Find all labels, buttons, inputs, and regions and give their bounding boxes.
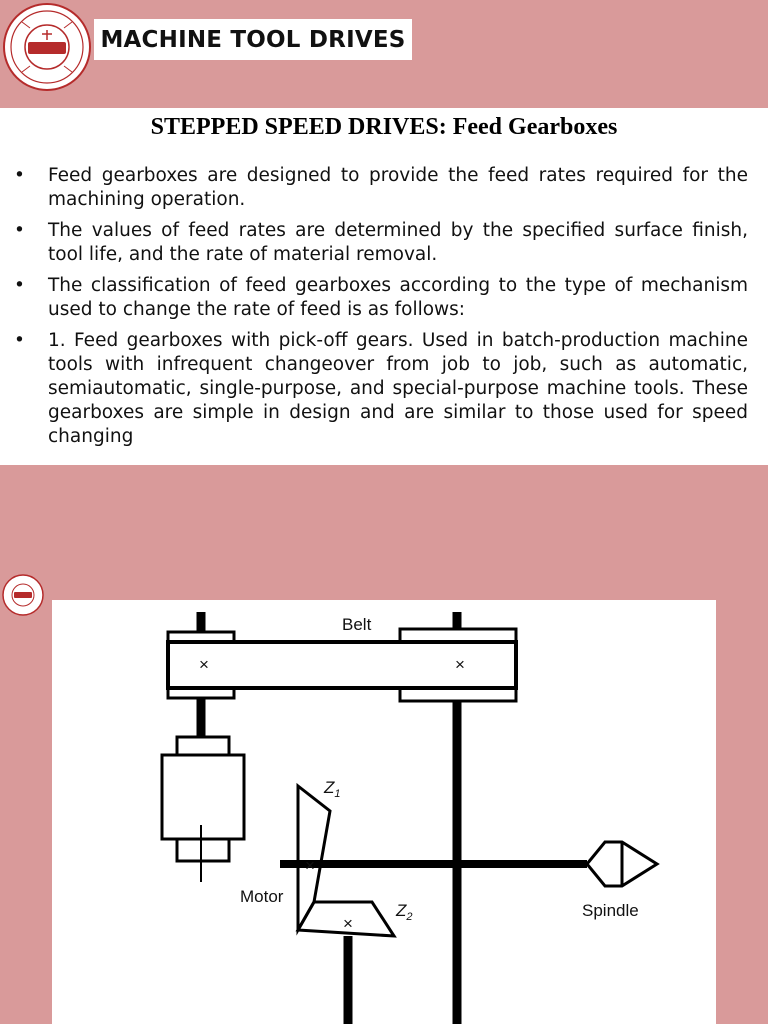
title-banner: [94, 19, 412, 60]
slide-content: [0, 108, 768, 465]
university-seal-icon: [2, 2, 92, 92]
bullet-text: Feed gearboxes are designed to provide the feed rates required for the machining operation.: [48, 165, 748, 210]
belt-label: Belt: [342, 615, 372, 634]
motor-body: [162, 755, 244, 839]
bullet-text: 1. Feed gearboxes with pick-off gears. Used in batch-production machine tools with infrequent changeover from job to job, such as automatic, semiautomatic, single-purpose, and special-purpose machine tools. These gearboxes are simple in design and are similar to those used for speed changing: [48, 330, 748, 447]
bullet-item: [14, 274, 748, 322]
spindle-label: Spindle: [582, 901, 639, 920]
motor-cap-bottom: [177, 839, 229, 861]
motor-label: Motor: [240, 887, 284, 906]
bullet-item: [14, 164, 748, 212]
bullet-text: The values of feed rates are determined by the specified surface finish, tool life, and the rate of material removal.: [48, 220, 748, 265]
bullet-item: [14, 219, 748, 267]
diagram-svg: [52, 600, 716, 1024]
center-mark: ×: [305, 856, 315, 875]
bullet-list: [14, 164, 748, 456]
gear-z2-label: $Z_2$: [396, 901, 413, 923]
bullet-item: [14, 329, 748, 449]
gearbox-diagram: [52, 600, 716, 1024]
center-mark: ×: [199, 655, 209, 674]
center-mark: ×: [343, 914, 353, 933]
slide-title: MACHINE TOOL DRIVES: [100, 26, 406, 53]
section-heading: STEPPED SPEED DRIVES: Feed Gearboxes: [150, 114, 618, 140]
bullet-icon: •: [14, 275, 25, 296]
slide-header: [0, 0, 768, 108]
bullet-icon: •: [14, 330, 25, 351]
bullet-icon: •: [14, 165, 25, 186]
motor-cap-top: [177, 737, 229, 755]
bullet-text: The classification of feed gearboxes according to the type of mechanism used to change the rate of feed is as follows:: [48, 275, 748, 320]
center-mark: ×: [455, 655, 465, 674]
university-seal-small-icon: [2, 574, 44, 616]
gear-z1-label: $Z_1$: [324, 778, 341, 800]
bullet-icon: •: [14, 220, 25, 241]
